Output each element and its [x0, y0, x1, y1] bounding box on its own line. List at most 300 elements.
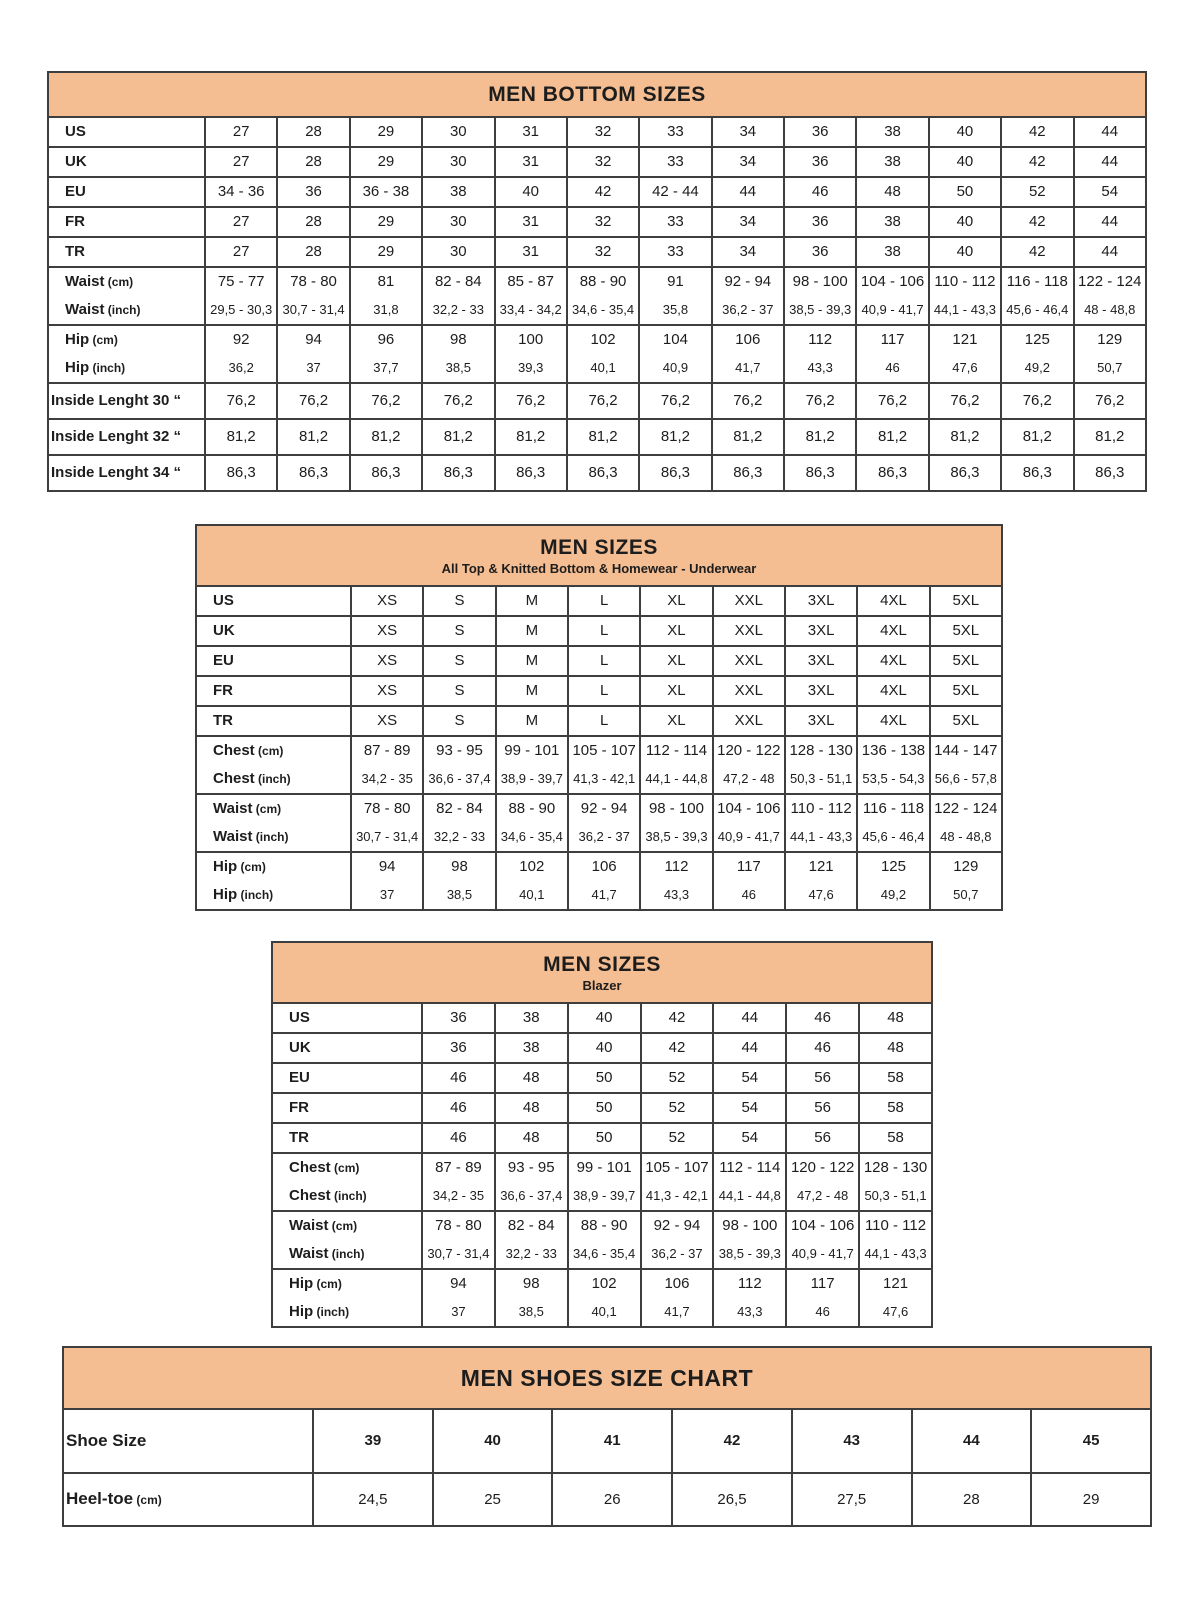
men-shoes-grid	[62, 1408, 1152, 1527]
size-cell: 94	[351, 852, 423, 881]
size-cell: 29	[350, 207, 422, 237]
size-cell: 98 - 100	[784, 267, 856, 296]
size-cell: 110 - 112	[785, 794, 857, 823]
size-cell: 76,2	[205, 383, 277, 419]
size-cell: 28	[912, 1473, 1032, 1526]
size-cell: 106	[641, 1269, 714, 1298]
size-cell: S	[423, 706, 495, 736]
size-cell: 112	[640, 852, 712, 881]
size-cell: 34,2 - 35	[351, 765, 423, 794]
size-cell: 112	[784, 325, 856, 354]
table-row	[272, 1153, 932, 1182]
size-cell: 76,2	[784, 383, 856, 419]
size-cell: 36,6 - 37,4	[495, 1182, 568, 1211]
size-cell: 49,2	[857, 881, 929, 910]
size-cell: 38,5 - 39,3	[784, 296, 856, 325]
size-cell: 88 - 90	[568, 1211, 641, 1240]
table-row	[272, 1182, 932, 1211]
size-cell: 31	[495, 117, 567, 147]
size-cell: 81,2	[350, 419, 422, 455]
row-label: Chest (cm)	[272, 1153, 422, 1182]
table-row	[196, 616, 1002, 646]
size-cell: 52	[641, 1093, 714, 1123]
size-cell: S	[423, 646, 495, 676]
size-cell: 41,7	[712, 354, 784, 383]
size-cell: 45	[1031, 1409, 1151, 1473]
size-cell: 42	[672, 1409, 792, 1473]
size-cell: 45,6 - 46,4	[1001, 296, 1073, 325]
size-cell: 42	[567, 177, 639, 207]
size-cell: 76,2	[712, 383, 784, 419]
size-cell: 27	[205, 147, 277, 177]
size-cell: 99 - 101	[496, 736, 568, 765]
table-row	[272, 1211, 932, 1240]
size-cell: 86,3	[784, 455, 856, 491]
size-cell: 34,2 - 35	[422, 1182, 495, 1211]
size-cell: 105 - 107	[568, 736, 640, 765]
size-cell: 110 - 112	[929, 267, 1001, 296]
size-cell: 50	[929, 177, 1001, 207]
row-label: Hip (inch)	[48, 354, 205, 383]
size-cell: 37	[351, 881, 423, 910]
size-cell: 88 - 90	[496, 794, 568, 823]
size-cell: M	[496, 616, 568, 646]
table-row	[48, 325, 1146, 354]
row-label: Chest (inch)	[196, 765, 351, 794]
size-cell: L	[568, 646, 640, 676]
size-cell: 29	[1031, 1473, 1151, 1526]
size-cell: 40	[929, 207, 1001, 237]
size-cell: 32,2 - 33	[422, 296, 494, 325]
size-cell: 88 - 90	[567, 267, 639, 296]
size-cell: 50	[568, 1093, 641, 1123]
size-cell: 98 - 100	[640, 794, 712, 823]
size-cell: 50,7	[1074, 354, 1147, 383]
size-cell: 36,2 - 37	[641, 1240, 714, 1269]
row-label: Heel-toe (cm)	[63, 1473, 313, 1526]
men-bottom-sizes-header	[47, 71, 1147, 116]
size-cell: 34	[712, 147, 784, 177]
size-cell: 46	[786, 1003, 859, 1033]
size-cell: 40	[929, 237, 1001, 267]
table-row	[48, 296, 1146, 325]
table-row	[63, 1473, 1151, 1526]
size-cell: 47,6	[859, 1298, 932, 1327]
size-cell: 5XL	[930, 706, 1002, 736]
size-cell: 4XL	[857, 646, 929, 676]
row-label: TR	[272, 1123, 422, 1153]
size-cell: 3XL	[785, 586, 857, 616]
size-cell: 47,2 - 48	[713, 765, 785, 794]
table-title: MEN BOTTOM SIZES	[488, 83, 706, 106]
size-cell: 129	[930, 852, 1002, 881]
table-row	[272, 1298, 932, 1327]
row-label: US	[196, 586, 351, 616]
size-cell: 30	[422, 117, 494, 147]
size-cell: 45,6 - 46,4	[857, 823, 929, 852]
size-cell: XL	[640, 706, 712, 736]
size-cell: 43,3	[713, 1298, 786, 1327]
row-label: Hip (inch)	[196, 881, 351, 910]
size-cell: 38,5	[422, 354, 494, 383]
size-cell: 86,3	[277, 455, 349, 491]
table-row	[196, 586, 1002, 616]
size-cell: 86,3	[712, 455, 784, 491]
men-shoes-header	[62, 1346, 1152, 1408]
size-cell: 36 - 38	[350, 177, 422, 207]
table-row	[196, 736, 1002, 765]
size-cell: 98	[495, 1269, 568, 1298]
men-sizes-top-header	[195, 524, 1003, 585]
size-cell: XS	[351, 706, 423, 736]
size-cell: XXL	[713, 616, 785, 646]
table-row	[196, 794, 1002, 823]
size-cell: 42	[1001, 237, 1073, 267]
size-cell: 96	[350, 325, 422, 354]
size-cell: 32	[567, 237, 639, 267]
size-cell: 48 - 48,8	[930, 823, 1002, 852]
size-cell: 43,3	[640, 881, 712, 910]
size-cell: 50,7	[930, 881, 1002, 910]
size-cell: 37	[422, 1298, 495, 1327]
size-cell: 29,5 - 30,3	[205, 296, 277, 325]
row-label: Hip (cm)	[48, 325, 205, 354]
size-cell: 117	[786, 1269, 859, 1298]
size-cell: 54	[713, 1123, 786, 1153]
size-cell: 86,3	[495, 455, 567, 491]
size-cell: 3XL	[785, 646, 857, 676]
size-cell: 40,1	[496, 881, 568, 910]
size-cell: 39,3	[495, 354, 567, 383]
size-cell: 40	[929, 117, 1001, 147]
size-cell: 34,6 - 35,4	[567, 296, 639, 325]
size-cell: 125	[1001, 325, 1073, 354]
table-row	[272, 1123, 932, 1153]
size-cell: 38	[856, 237, 928, 267]
size-cell: 110 - 112	[859, 1211, 932, 1240]
size-cell: 28	[277, 237, 349, 267]
size-cell: 120 - 122	[786, 1153, 859, 1182]
size-cell: 81	[350, 267, 422, 296]
row-label: Waist (cm)	[272, 1211, 422, 1240]
size-cell: M	[496, 646, 568, 676]
row-label: EU	[272, 1063, 422, 1093]
size-cell: 46	[422, 1093, 495, 1123]
size-cell: 50	[568, 1123, 641, 1153]
size-cell: 92 - 94	[641, 1211, 714, 1240]
size-cell: 86,3	[856, 455, 928, 491]
size-cell: 38,5 - 39,3	[640, 823, 712, 852]
size-cell: 87 - 89	[422, 1153, 495, 1182]
size-cell: 116 - 118	[1001, 267, 1073, 296]
size-cell: 38	[856, 117, 928, 147]
size-cell: XS	[351, 646, 423, 676]
size-cell: 76,2	[639, 383, 711, 419]
size-cell: 44	[712, 177, 784, 207]
size-cell: 122 - 124	[930, 794, 1002, 823]
table-row	[196, 706, 1002, 736]
size-cell: 41,3 - 42,1	[568, 765, 640, 794]
size-cell: 78 - 80	[351, 794, 423, 823]
size-cell: 36	[784, 207, 856, 237]
size-cell: 36,2 - 37	[568, 823, 640, 852]
row-label: Chest (cm)	[196, 736, 351, 765]
size-cell: 48	[856, 177, 928, 207]
size-cell: 38	[856, 147, 928, 177]
size-cell: 24,5	[313, 1473, 433, 1526]
size-cell: 50,3 - 51,1	[859, 1182, 932, 1211]
size-cell: 5XL	[930, 676, 1002, 706]
size-cell: 86,3	[1001, 455, 1073, 491]
row-label: TR	[48, 237, 205, 267]
size-cell: 81,2	[929, 419, 1001, 455]
row-label: FR	[48, 207, 205, 237]
table-subtitle: All Top & Knitted Bottom & Homewear - Underwear	[441, 561, 757, 576]
table-row	[48, 455, 1146, 491]
size-cell: 100	[495, 325, 567, 354]
size-cell: 105 - 107	[641, 1153, 714, 1182]
size-cell: 30	[422, 237, 494, 267]
row-label: Waist (inch)	[196, 823, 351, 852]
row-label: FR	[196, 676, 351, 706]
size-cell: 76,2	[277, 383, 349, 419]
size-cell: 76,2	[495, 383, 567, 419]
table-row	[196, 676, 1002, 706]
size-cell: 121	[929, 325, 1001, 354]
table-row	[63, 1409, 1151, 1473]
size-cell: 94	[422, 1269, 495, 1298]
men-sizes-blazer-grid	[271, 1002, 933, 1328]
size-cell: 40	[433, 1409, 553, 1473]
size-cell: 48 - 48,8	[1074, 296, 1147, 325]
size-cell: 44,1 - 44,8	[713, 1182, 786, 1211]
row-label: Inside Lenght 32 “	[48, 419, 205, 455]
table-title: MEN SIZES	[543, 953, 661, 976]
size-cell: 56,6 - 57,8	[930, 765, 1002, 794]
size-cell: 86,3	[1074, 455, 1147, 491]
size-cell: 86,3	[350, 455, 422, 491]
size-cell: 27,5	[792, 1473, 912, 1526]
size-cell: 41,7	[568, 881, 640, 910]
size-cell: 94	[277, 325, 349, 354]
size-cell: 31	[495, 237, 567, 267]
size-cell: 28	[277, 117, 349, 147]
size-cell: 44	[713, 1033, 786, 1063]
size-cell: M	[496, 706, 568, 736]
size-cell: 38,9 - 39,7	[568, 1182, 641, 1211]
size-cell: 29	[350, 117, 422, 147]
size-cell: 128 - 130	[859, 1153, 932, 1182]
size-cell: 54	[1074, 177, 1147, 207]
size-cell: 43	[792, 1409, 912, 1473]
size-cell: 92 - 94	[712, 267, 784, 296]
size-cell: 78 - 80	[422, 1211, 495, 1240]
size-cell: 40	[568, 1003, 641, 1033]
size-cell: 41,7	[641, 1298, 714, 1327]
row-label: Waist (cm)	[48, 267, 205, 296]
size-cell: 98 - 100	[713, 1211, 786, 1240]
size-cell: 48	[859, 1033, 932, 1063]
size-cell: 104 - 106	[786, 1211, 859, 1240]
table-row	[48, 419, 1146, 455]
size-cell: 3XL	[785, 616, 857, 646]
size-cell: 40	[929, 147, 1001, 177]
size-cell: 104 - 106	[713, 794, 785, 823]
size-cell: 42 - 44	[639, 177, 711, 207]
size-cell: 82 - 84	[495, 1211, 568, 1240]
size-cell: 27	[205, 237, 277, 267]
size-cell: 81,2	[1001, 419, 1073, 455]
size-cell: 44	[1074, 147, 1147, 177]
table-row	[48, 383, 1146, 419]
size-cell: 87 - 89	[351, 736, 423, 765]
size-cell: 120 - 122	[713, 736, 785, 765]
size-cell: 81,2	[205, 419, 277, 455]
size-cell: 76,2	[1074, 383, 1147, 419]
table-row	[272, 1269, 932, 1298]
size-cell: 34	[712, 207, 784, 237]
size-cell: 44	[1074, 117, 1147, 147]
size-cell: 36,6 - 37,4	[423, 765, 495, 794]
size-cell: 121	[859, 1269, 932, 1298]
size-cell: 112 - 114	[713, 1153, 786, 1182]
size-cell: 52	[1001, 177, 1073, 207]
size-cell: 32	[567, 207, 639, 237]
size-cell: 34	[712, 237, 784, 267]
size-cell: 82 - 84	[423, 794, 495, 823]
size-cell: 52	[641, 1063, 714, 1093]
size-cell: 85 - 87	[495, 267, 567, 296]
size-cell: 5XL	[930, 646, 1002, 676]
size-cell: 25	[433, 1473, 553, 1526]
size-cell: 86,3	[639, 455, 711, 491]
size-cell: 4XL	[857, 616, 929, 646]
size-cell: 125	[857, 852, 929, 881]
size-cell: XL	[640, 646, 712, 676]
size-cell: 37	[277, 354, 349, 383]
size-cell: 4XL	[857, 676, 929, 706]
size-cell: 58	[859, 1123, 932, 1153]
table-row	[272, 1093, 932, 1123]
size-cell: 33	[639, 147, 711, 177]
row-label: TR	[196, 706, 351, 736]
table-row	[272, 1063, 932, 1093]
table-row	[48, 177, 1146, 207]
size-cell: 56	[786, 1123, 859, 1153]
size-cell: 102	[567, 325, 639, 354]
size-cell: 81,2	[567, 419, 639, 455]
size-cell: XS	[351, 676, 423, 706]
table-row	[48, 207, 1146, 237]
size-cell: 40	[568, 1033, 641, 1063]
size-cell: 53,5 - 54,3	[857, 765, 929, 794]
size-cell: 106	[568, 852, 640, 881]
row-label: Hip (cm)	[196, 852, 351, 881]
size-cell: 4XL	[857, 586, 929, 616]
size-cell: 31	[495, 147, 567, 177]
size-cell: 44,1 - 44,8	[640, 765, 712, 794]
size-cell: XS	[351, 616, 423, 646]
size-cell: 41	[552, 1409, 672, 1473]
size-cell: 36	[784, 237, 856, 267]
size-cell: 46	[786, 1033, 859, 1063]
size-cell: 129	[1074, 325, 1147, 354]
size-cell: S	[423, 676, 495, 706]
size-cell: 122 - 124	[1074, 267, 1147, 296]
size-cell: XL	[640, 586, 712, 616]
size-cell: 36	[784, 117, 856, 147]
size-cell: 28	[277, 147, 349, 177]
table-row	[48, 354, 1146, 383]
row-label: Waist (inch)	[48, 296, 205, 325]
size-cell: 106	[712, 325, 784, 354]
size-cell: 43,3	[784, 354, 856, 383]
size-cell: 27	[205, 207, 277, 237]
size-cell: 58	[859, 1063, 932, 1093]
size-cell: 48	[859, 1003, 932, 1033]
men-bottom-sizes-table	[47, 71, 1147, 492]
men-sizes-blazer-table	[271, 941, 933, 1328]
row-label: Shoe Size	[63, 1409, 313, 1473]
size-cell: 33	[639, 207, 711, 237]
size-cell: S	[423, 616, 495, 646]
table-row	[196, 823, 1002, 852]
size-cell: 104 - 106	[856, 267, 928, 296]
size-cell: 34	[712, 117, 784, 147]
size-cell: 30	[422, 147, 494, 177]
size-cell: 117	[856, 325, 928, 354]
size-cell: M	[496, 586, 568, 616]
size-cell: 112	[713, 1269, 786, 1298]
size-cell: 32	[567, 147, 639, 177]
size-cell: XS	[351, 586, 423, 616]
size-cell: 50	[568, 1063, 641, 1093]
men-sizes-top-table	[195, 524, 1003, 911]
size-cell: 76,2	[1001, 383, 1073, 419]
size-cell: XL	[640, 616, 712, 646]
size-cell: XXL	[713, 706, 785, 736]
size-cell: 46	[856, 354, 928, 383]
size-cell: 34,6 - 35,4	[496, 823, 568, 852]
size-cell: 40,1	[567, 354, 639, 383]
size-cell: 92	[205, 325, 277, 354]
table-row	[272, 1240, 932, 1269]
table-row	[196, 646, 1002, 676]
size-cell: 78 - 80	[277, 267, 349, 296]
size-cell: 99 - 101	[568, 1153, 641, 1182]
size-cell: 44	[1074, 207, 1147, 237]
size-cell: 42	[641, 1003, 714, 1033]
size-cell: L	[568, 676, 640, 706]
size-cell: 82 - 84	[422, 267, 494, 296]
size-cell: 91	[639, 267, 711, 296]
size-cell: 47,6	[785, 881, 857, 910]
size-cell: 93 - 95	[495, 1153, 568, 1182]
size-cell: 42	[1001, 207, 1073, 237]
size-cell: S	[423, 586, 495, 616]
size-cell: XXL	[713, 676, 785, 706]
size-cell: 40	[495, 177, 567, 207]
table-row	[272, 1033, 932, 1063]
size-cell: 81,2	[856, 419, 928, 455]
size-cell: 33,4 - 34,2	[495, 296, 567, 325]
size-cell: 36	[422, 1033, 495, 1063]
size-cell: 34,6 - 35,4	[568, 1240, 641, 1269]
size-cell: 112 - 114	[640, 736, 712, 765]
table-row	[48, 117, 1146, 147]
size-cell: 32,2 - 33	[423, 823, 495, 852]
size-cell: 28	[277, 207, 349, 237]
